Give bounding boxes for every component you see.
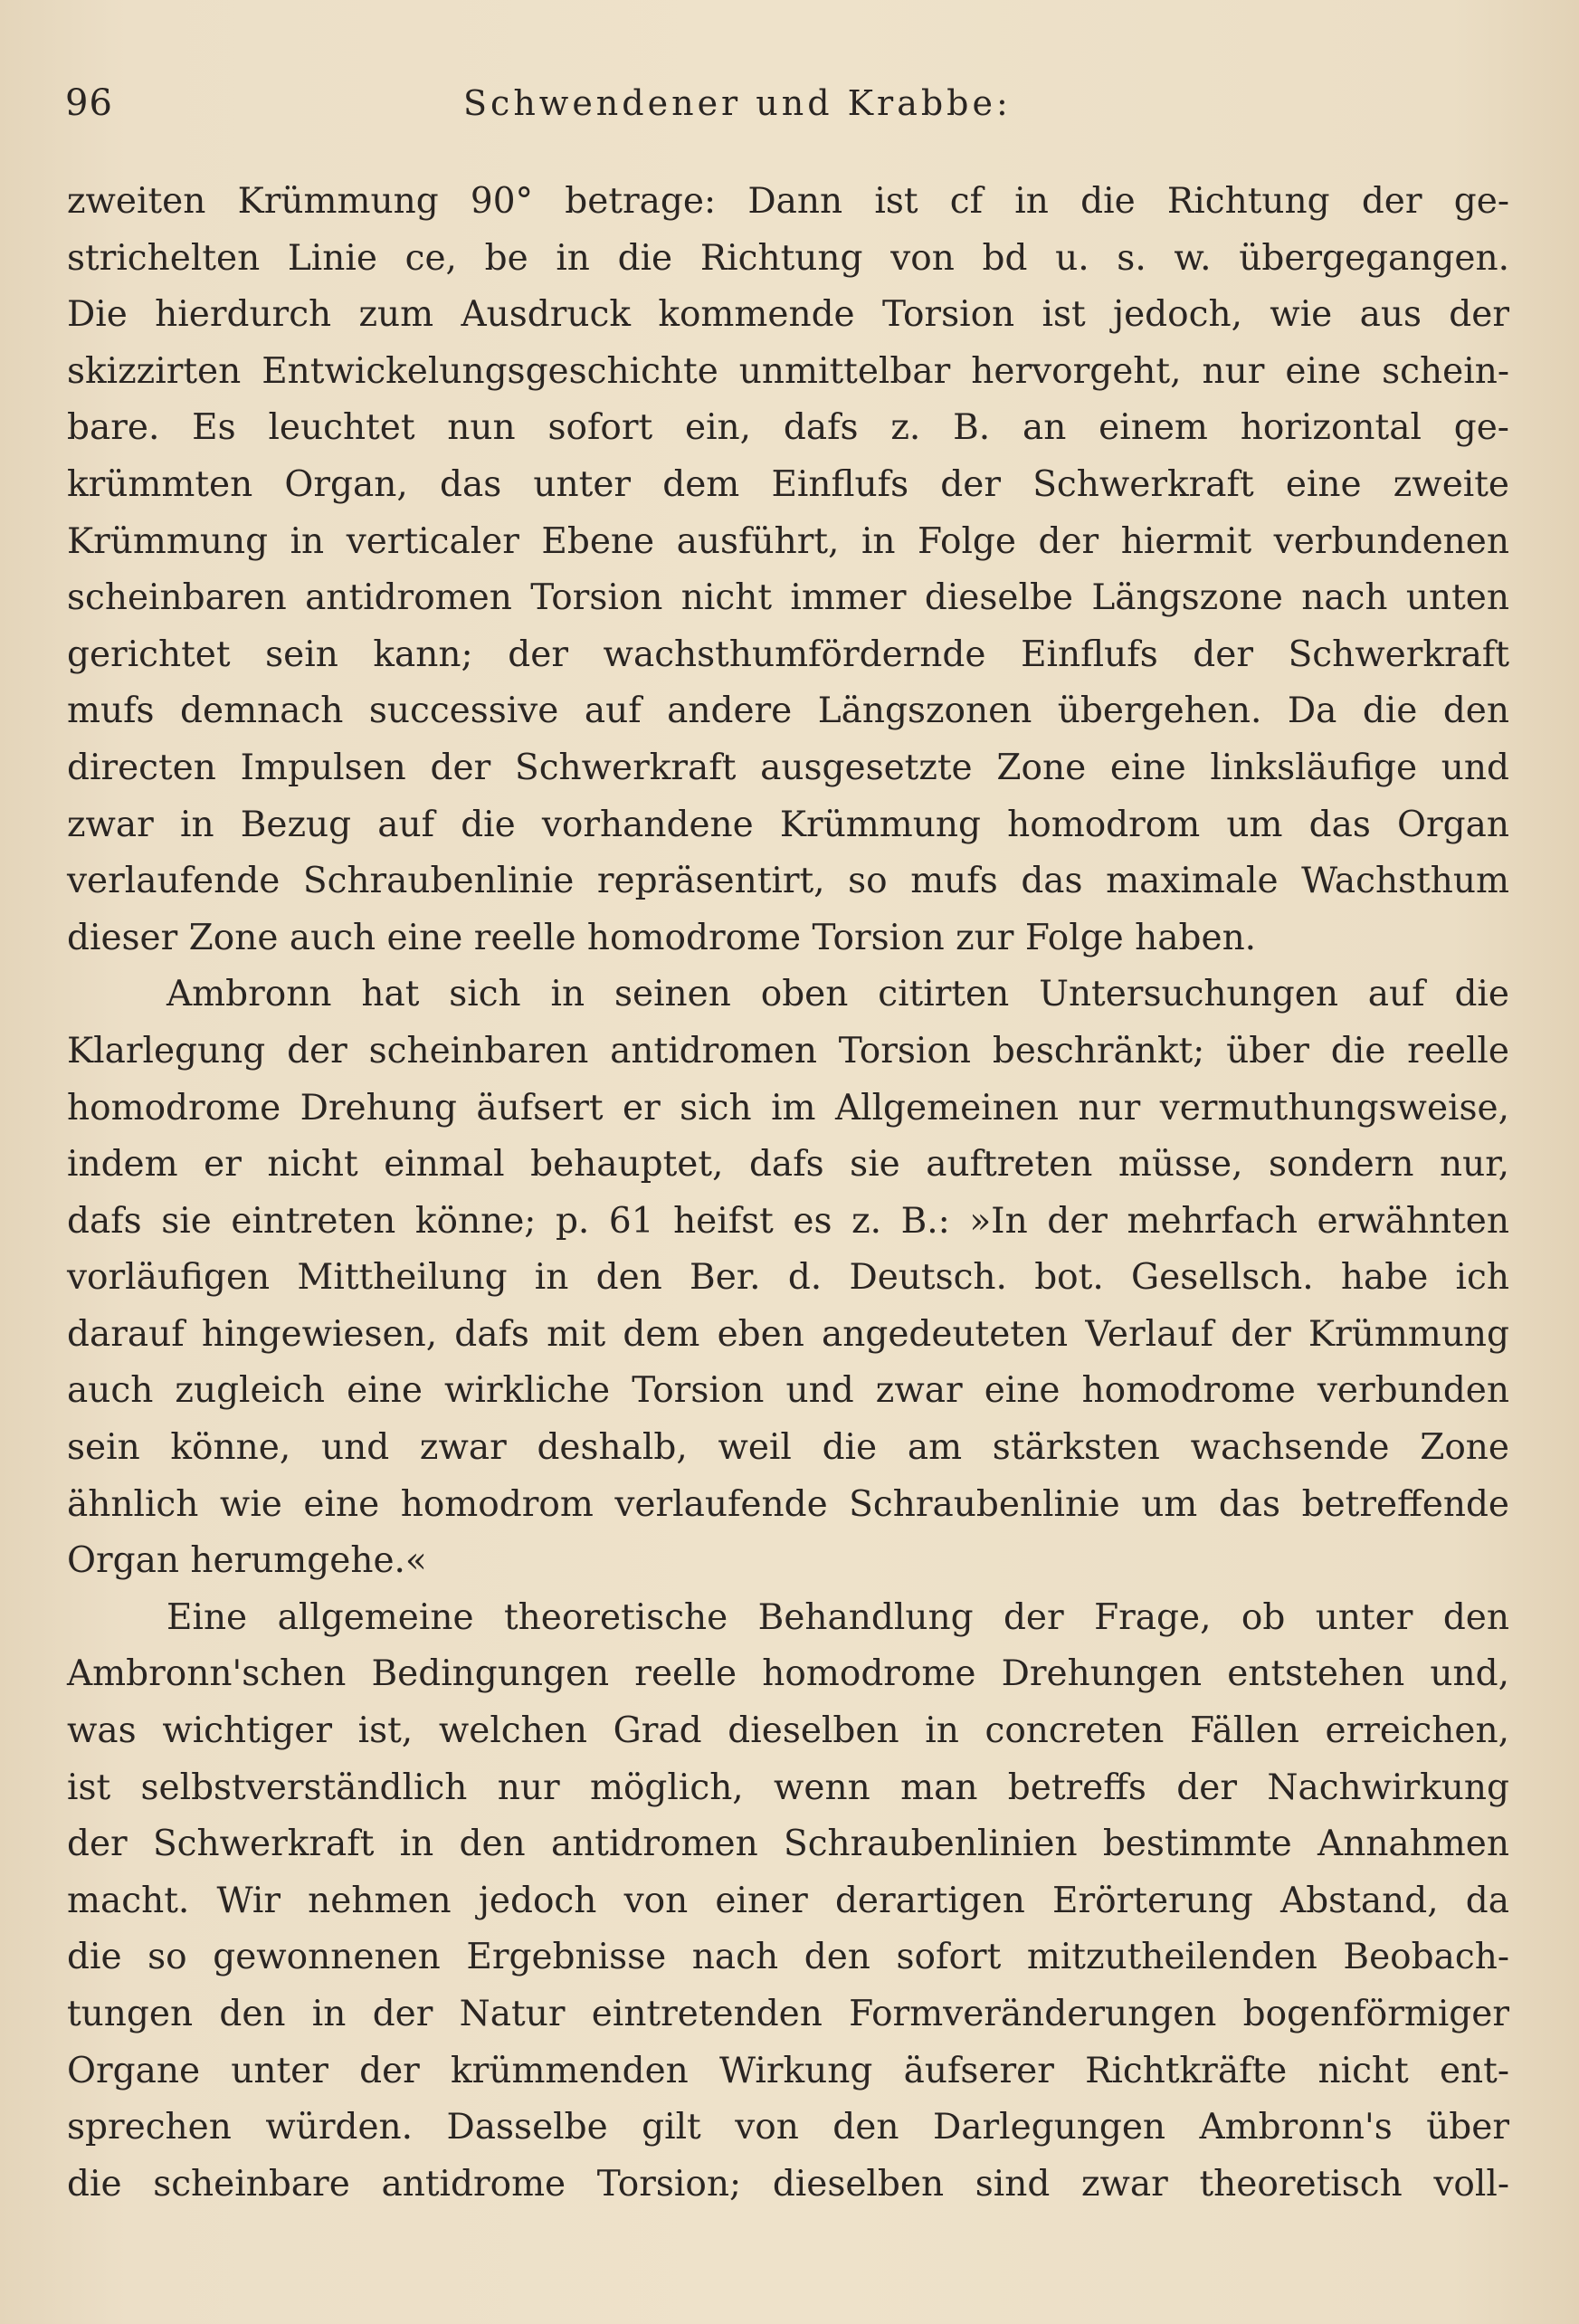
text-line: mufs demnach successive auf andere Längszonen übergehen. Da die den: [67, 691, 1509, 732]
text-line: directen Impulsen der Schwerkraft ausgesetzte Zone eine linksläufige und: [67, 747, 1509, 788]
text-line: gerichtet sein kann; der wachsthumfördernde Einflufs der Schwerkraft: [67, 633, 1509, 675]
page-header: [65, 76, 1513, 130]
text-line: Eine allgemeine theoretische Behandlung der Frage, ob unter den: [166, 1596, 1509, 1638]
text-line: Organe unter der krümmenden Wirkung äufserer Richtkräfte nicht ent-: [67, 2050, 1509, 2091]
text-line: tungen den in der Natur eintretenden Formveränderungen bogenförmiger: [67, 1994, 1509, 2034]
text-line: die so gewonnenen Ergebnisse nach den sofort mitzutheilenden Beobach-: [67, 1937, 1509, 1978]
text-line: Ambronn hat sich in seinen oben citirten Untersuchungen auf die: [166, 974, 1509, 1015]
text-line: vorläufigen Mittheilung in den Ber. d. Deutsch. bot. Gesellsch. habe ich: [67, 1257, 1509, 1299]
text-line: verlaufende Schraubenlinie repräsentirt, so mufs das maximale Wachsthum: [67, 861, 1509, 902]
text-line: was wichtiger ist, welchen Grad dieselben in concreten Fällen erreichen,: [67, 1710, 1509, 1752]
text-line: Klarlegung der scheinbaren antidromen Torsion beschränkt; über die reelle: [67, 1030, 1509, 1072]
text-line: ist selbstverständlich nur möglich, wenn man betreffs der Nachwirkung: [67, 1767, 1509, 1808]
text-line: Krümmung in verticaler Ebene ausführt, in Folge der hiermit verbundenen: [67, 520, 1509, 562]
text-line: dafs sie eintreten könne; p. 61 heifst es z. B.: »In der mehrfach erwähnten: [67, 1200, 1509, 1242]
text-line: krümmten Organ, das unter dem Einflufs der Schwerkraft eine zweite: [67, 463, 1509, 505]
text-line: homodrome Drehung äufsert er sich im Allgemeinen nur vermuthungsweise,: [67, 1087, 1509, 1129]
text-line: zweiten Krümmung 90° betrage: Dann ist cf in die Richtung der ge-: [67, 181, 1509, 222]
text-line: bare. Es leuchtet nun sofort ein, dafs z. B. an einem horizontal ge-: [67, 407, 1509, 449]
text-line: Die hierdurch zum Ausdruck kommende Torsion ist jedoch, wie aus der: [67, 294, 1509, 336]
text-line: Organ herumgehe.«: [67, 1540, 427, 1582]
text-line: darauf hingewiesen, dafs mit dem eben angedeuteten Verlauf der Krümmung: [67, 1313, 1509, 1355]
text-line: Ambronn'schen Bedingungen reelle homodrome Drehungen entstehen und,: [67, 1653, 1509, 1695]
text-line: skizzirten Entwickelungsgeschichte unmittelbar hervorgeht, nur eine schein-: [67, 350, 1509, 392]
text-line: der Schwerkraft in den antidromen Schraubenlinien bestimmte Annahmen: [67, 1824, 1509, 1865]
page-number: 96: [65, 82, 113, 124]
text-line: scheinbaren antidromen Torsion nicht immer dieselbe Längszone nach unten: [67, 577, 1509, 619]
text-line: ähnlich wie eine homodrom verlaufende Schraubenlinie um das betreffende: [67, 1483, 1509, 1525]
text-line: dieser Zone auch eine reelle homodrome Torsion zur Folge haben.: [67, 917, 1257, 958]
running-head: Schwendener und Krabbe:: [463, 83, 1012, 123]
text-line: auch zugleich eine wirkliche Torsion und zwar eine homodrome verbunden: [67, 1370, 1509, 1412]
text-line: macht. Wir nehmen jedoch von einer derartigen Erörterung Abstand, da: [67, 1880, 1509, 1921]
text-line: strichelten Linie ce, be in die Richtung von bd u. s. w. übergegangen.: [67, 237, 1509, 279]
body-text: [67, 174, 1509, 2213]
text-line: sein könne, und zwar deshalb, weil die am stärksten wachsende Zone: [67, 1427, 1509, 1469]
text-line: indem er nicht einmal behauptet, dafs sie auftreten müsse, sondern nur,: [67, 1144, 1509, 1186]
text-line: zwar in Bezug auf die vorhandene Krümmung homodrom um das Organ: [67, 804, 1509, 845]
text-line: sprechen würden. Dasselbe gilt von den Darlegungen Ambronn's über: [67, 2107, 1509, 2148]
text-line: die scheinbare antidrome Torsion; dieselben sind zwar theoretisch voll-: [67, 2163, 1509, 2205]
